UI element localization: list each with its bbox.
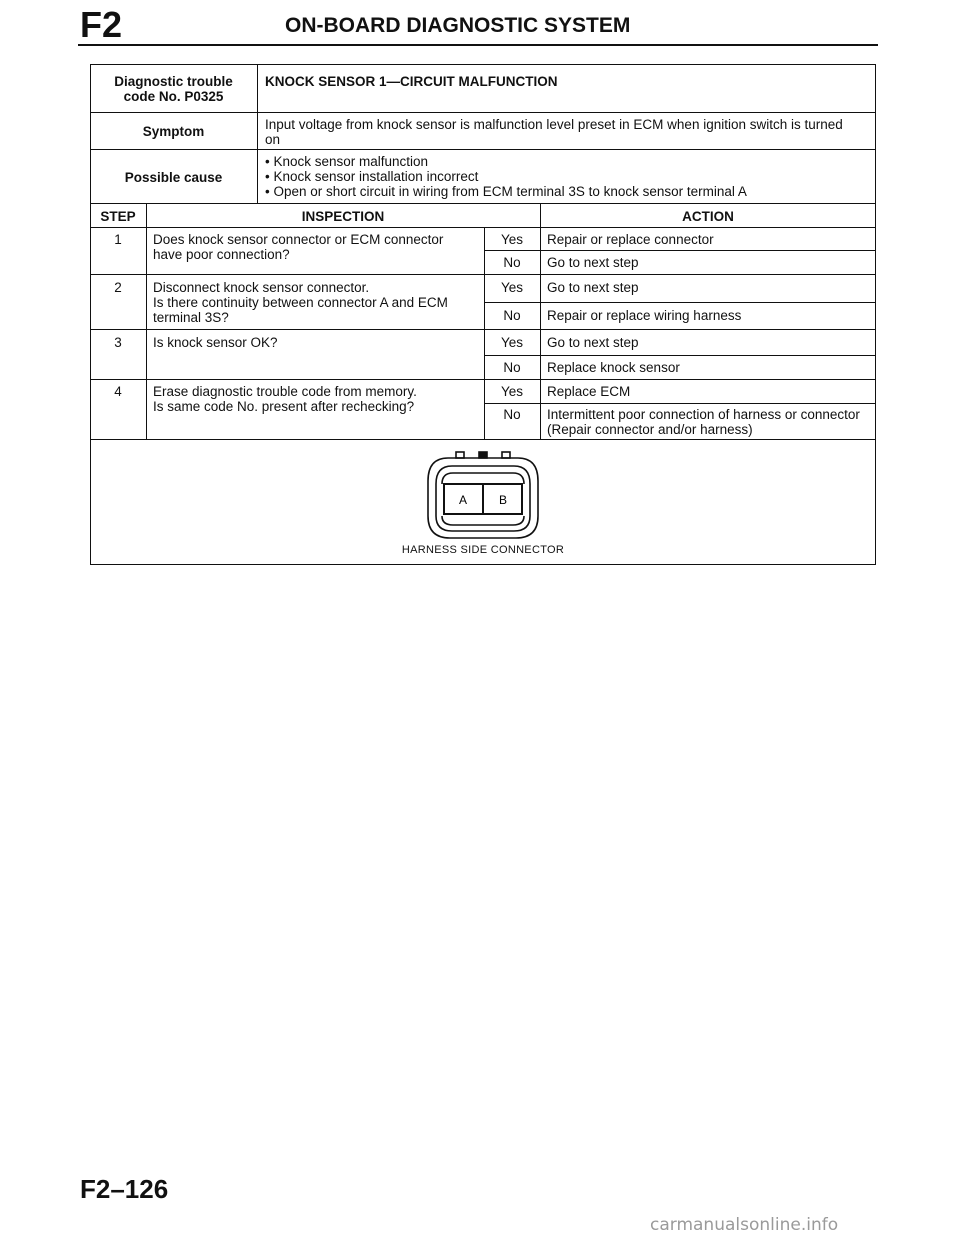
step-number: 2: [114, 280, 122, 295]
yes-label: Yes: [500, 335, 524, 350]
row-divider: [90, 203, 876, 204]
row-divider: [484, 355, 876, 356]
terminal-b-label: B: [498, 493, 508, 507]
page-title: ON-BOARD DIAGNOSTIC SYSTEM: [285, 14, 631, 37]
yes-label: Yes: [500, 384, 524, 399]
yes-action: Go to next step: [547, 335, 639, 350]
row-divider: [484, 250, 876, 251]
yes-action: Replace ECM: [547, 384, 631, 399]
no-action: Intermittent poor connection of harness or connector (Repair connector and/or harness): [547, 407, 860, 437]
step-inspection: Disconnect knock sensor connector. Is there continuity between connector A and ECM terminal 3S?: [153, 280, 448, 325]
step-number: 4: [114, 384, 122, 399]
watermark: carmanualsonline.info: [650, 1215, 839, 1235]
no-label: No: [503, 255, 521, 270]
row-divider: [484, 403, 876, 404]
harness-connector-diagram: [408, 446, 558, 546]
no-action: Replace knock sensor: [547, 360, 680, 375]
no-label: No: [503, 360, 521, 375]
symptom-value: Input voltage from knock sensor is malfunction level preset in ECM when ignition switch is turned on: [265, 117, 843, 147]
cause-list: [265, 154, 870, 199]
row-divider: [90, 112, 876, 113]
no-action: Repair or replace wiring harness: [547, 308, 742, 323]
symptom-label: Symptom: [142, 124, 205, 139]
step-inspection: Is knock sensor OK?: [153, 335, 278, 350]
row-divider: [90, 379, 876, 380]
info-column-divider: [257, 64, 258, 204]
diagram-caption: HARNESS SIDE CONNECTOR: [401, 544, 565, 556]
column-header-step: STEP: [100, 209, 136, 224]
cause-item: • Knock sensor installation incorrect: [265, 169, 479, 184]
yes-label: Yes: [500, 280, 524, 295]
step-column-divider: [146, 203, 147, 439]
page-number: F2–126: [80, 1174, 169, 1204]
step-inspection: Erase diagnostic trouble code from memory. Is same code No. present after rechecking?: [153, 384, 417, 414]
column-header-action: ACTION: [682, 209, 734, 224]
no-label: No: [503, 308, 521, 323]
step-number: 1: [114, 232, 122, 247]
cause-item: • Knock sensor malfunction: [265, 154, 429, 169]
yes-action: Repair or replace connector: [547, 232, 714, 247]
dtc-label: Diagnostic trouble code No. P0325: [114, 74, 233, 104]
column-header-inspection: INSPECTION: [301, 209, 385, 224]
row-divider: [484, 302, 876, 303]
terminal-a-label: A: [458, 493, 468, 507]
no-label: No: [503, 407, 521, 422]
yes-action: Go to next step: [547, 280, 639, 295]
header-divider: [78, 44, 878, 46]
row-divider: [90, 149, 876, 150]
row-divider: [90, 329, 876, 330]
row-divider: [90, 274, 876, 275]
header-row-divider: [90, 227, 876, 228]
row-divider: [90, 439, 876, 440]
no-action: Go to next step: [547, 255, 639, 270]
dtc-value: KNOCK SENSOR 1—CIRCUIT MALFUNCTION: [265, 74, 558, 89]
cause-item: • Open or short circuit in wiring from ECM terminal 3S to knock sensor terminal A: [265, 184, 747, 199]
step-number: 3: [114, 335, 122, 350]
step-inspection: Does knock sensor connector or ECM connector have poor connection?: [153, 232, 444, 262]
section-code: F2: [80, 4, 123, 45]
yes-label: Yes: [500, 232, 524, 247]
cause-label: Possible cause: [124, 170, 223, 185]
